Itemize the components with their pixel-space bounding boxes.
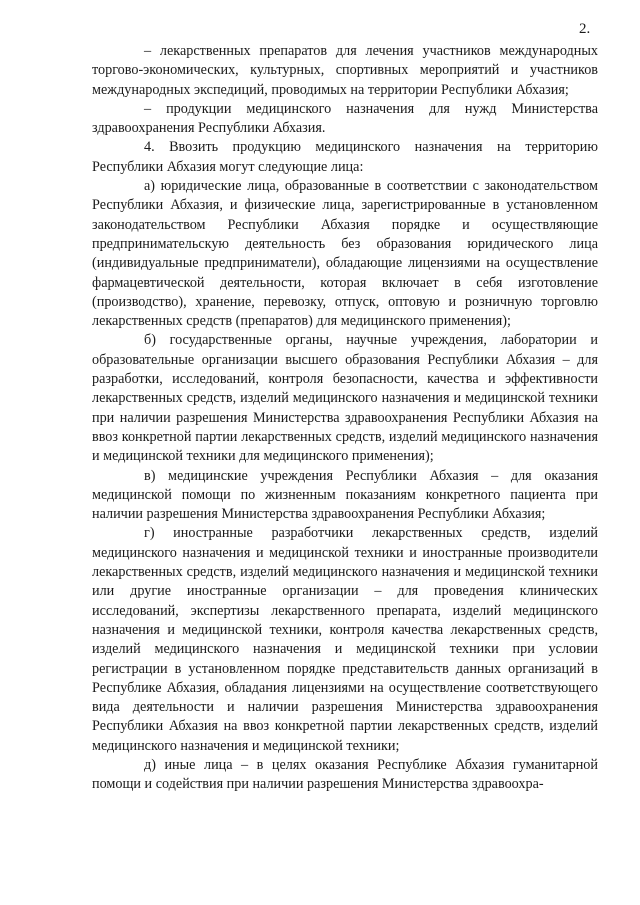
paragraph-item-b: б) государственные органы, научные учреждения, лаборатории и образовательные организации высшего образования Республики Абхазия – для разработки, исследований, контроля безопасности, качества и эффективности лекарственных средств, изделий медицинского назначения и медицинской техники при наличии разрешения Министерства здравоохранения Республики Абхазия на ввоз конкретной партии лекарственных средств, изделий медицинского назначения и медицинской техники для медицинского применения); (92, 332, 598, 465)
paragraph-item-g: г) иностранные разработчики лекарственных средств, изделий медицинского назначения и медицинской техники и иностранные производители лекарственных средств, изделий медицинского назначения и медицинской техники или другие иностранные организации – для проведения клинических исследований, экспертизы лекарственного препарата, изделий медицинского назначения и медицинской техники, контроля качества лекарственных средств, изделий медицинского назначения и медицинской техники при условии регистрации в установленном порядке представительств данных организаций в Республике Абхазия, обладания лицензиями на осуществление соответствующего вида деятельности и наличии разрешения Министерства здравоохранения Республики Абхазия на ввоз конкретной партии лекарственных средств, изделий медицинского назначения и медицинской техники; (92, 525, 598, 754)
paragraph-medicines-for-participants: – лекарственных препаратов для лечения участников международных торгово-экономических, культурных, спортивных мероприятий и участников международных экспедиций, проводимых на территории Республики Абхазия; (92, 43, 598, 98)
page-number: 2. (579, 21, 591, 37)
paragraph-item-v: в) медицинские учреждения Республики Абхазия – для оказания медицинской помощи по жизненным показаниям конкретного пациента при наличии разрешения Министерства здравоохранения Республики Абхазия; (92, 467, 598, 523)
paragraph-item-a: а) юридические лица, образованные в соответствии с законодательством Республики Абхазия, и физические лица, зарегистрированные в установленном законодательством Республики Абхазия порядке и осуществляющие предпринимательскую деятельность без образования юридического лица (индивидуальные предприниматели), обладающие лицензиями на осуществление фармацевтической деятельности, которая включает в себя изготовление (производство), хранение, перевозку, отпуск, оптовую и розничную торговлю лекарственных средств (препаратов) для медицинского применения); (92, 178, 598, 330)
paragraph-ministry-products: – продукции медицинского назначения для нужд Министерства здравоохранения Республики Абхазия. (92, 100, 598, 137)
paragraph-item-4: 4. Ввозить продукцию медицинского назначения на территорию Республики Абхазия могут следующие лица: (92, 139, 598, 175)
paragraph-item-d: д) иные лица – в целях оказания Республике Абхазия гуманитарной помощи и содействия при наличии разрешения Министерства здравоохра- (92, 756, 598, 793)
document-body (92, 42, 598, 795)
